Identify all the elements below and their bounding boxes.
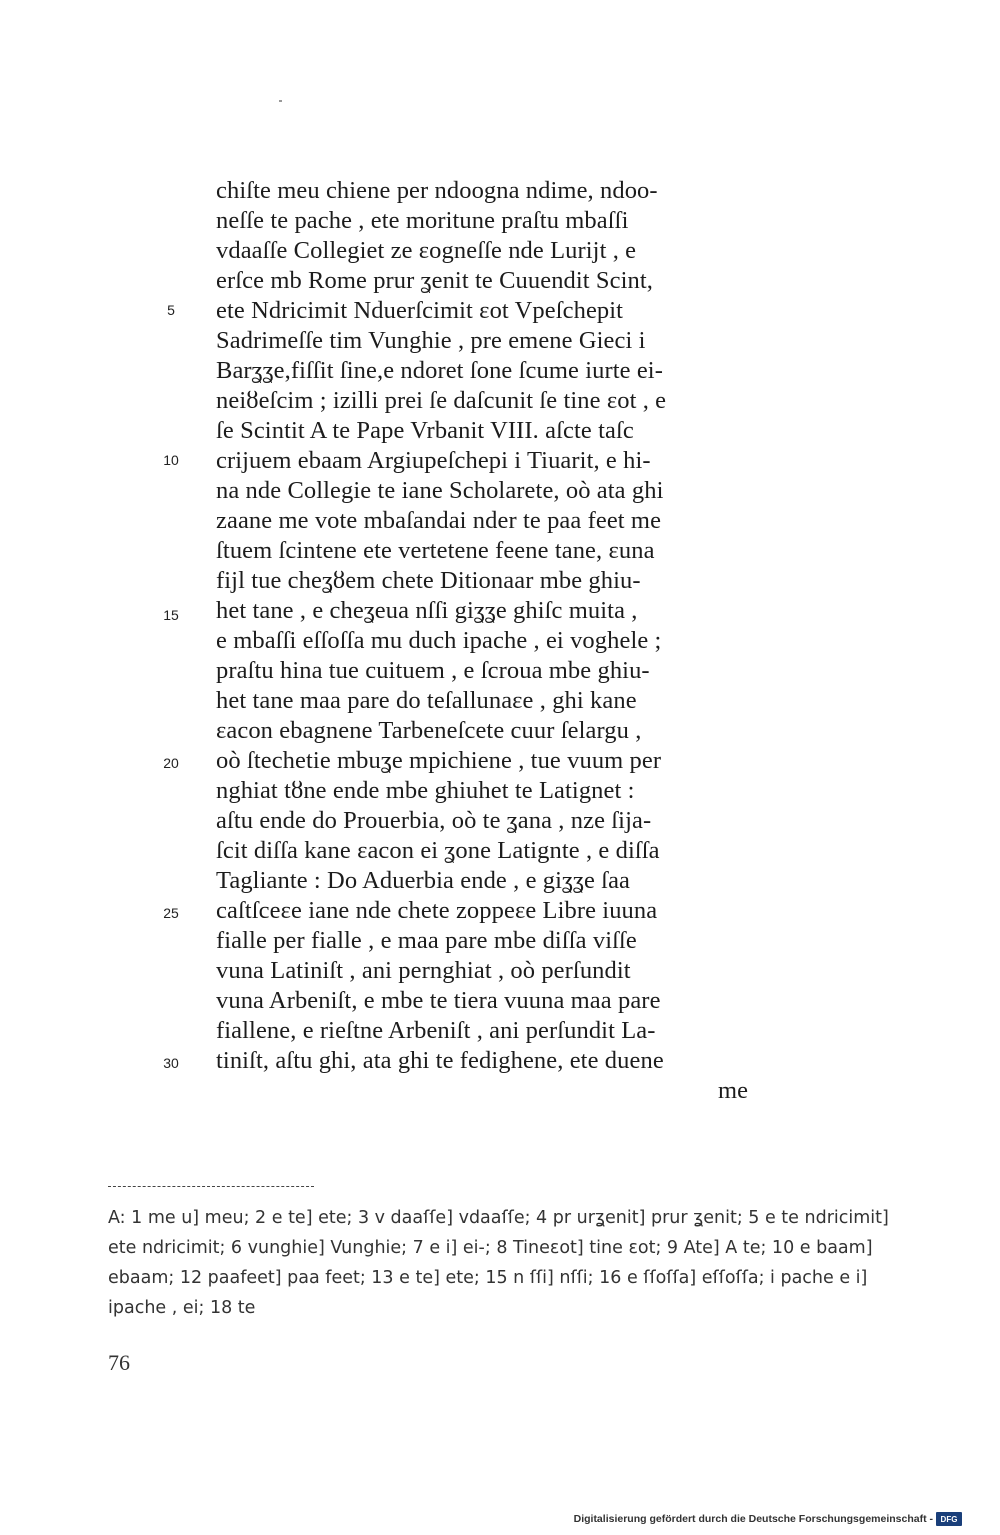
line-number: 20: [163, 755, 179, 771]
text-line: aſtu ende do Prouerbia, oò te ʓana , nze ſija-: [216, 807, 652, 834]
text-line: ſcit diſſa kane ɛacon ei ʓone Latignte , e diſſa: [216, 837, 660, 864]
text-line: fiallene, e rieſtne Arbeniſt , ani perſundit La-: [216, 1017, 656, 1044]
line-number: 15: [163, 607, 179, 623]
footnote: A: 1 me u] meu; 2 e te] ete; 3 v daaſſe] vdaaſſe; 4 pr urʓenit] prur ʓenit; 5 e te ndricimit] ete ndricimit; 6 vunghie] Vunghie; 7 e i] ei-; 8 Tineɛot] tine ɛot; 9 Ate] A te; 10 e baam] ebaam; 12 paafeet] paa feet; 13 e te] ete; 15 n ſſi] nſſi; 16 e ſſoſſa] eſſoſſa; i pache e i] ipache , ei; 18 te: [108, 1208, 889, 1318]
text-line: ſtuem ſcintene ete vertetene feene tane, ɛuna: [216, 537, 655, 564]
text-line: na nde Collegie te iane Scholarete, oò ata ghi: [216, 477, 664, 504]
text-line: zaane me vote mbaſandai nder te paa feet me: [216, 507, 662, 534]
text-line: het tane , e cheʓeua nſſi giʓʓe ghiſc muita ,: [216, 597, 638, 624]
text-line: vuna Latiniſt , ani pernghiat , oò perſundit: [216, 957, 631, 984]
text-line: tiniſt, aſtu ghi, ata ghi te fedighene, ete duene: [216, 1047, 664, 1074]
text-line: vdaaſſe Collegiet ze ɛogneſſe nde Lurijt , e: [216, 237, 637, 264]
credit-text: Digitalisierung gefördert durch die Deutsche Forschungsgemeinschaft -: [573, 1513, 933, 1525]
scan-speck: [279, 100, 282, 102]
text-line: neſſe te pache , ete moritune praſtu mbaſſi: [216, 207, 629, 234]
dfg-logo-icon: DFG: [936, 1512, 962, 1526]
line-number: 10: [163, 452, 179, 468]
catchword: me: [718, 1077, 749, 1104]
text-line: neiȣeſcim ; izilli prei ſe daſcunit ſe tine ɛot , e: [216, 387, 667, 414]
digitization-credit: [574, 1509, 962, 1529]
text-line: e mbaſſi eſſoſſa mu duch ipache , ei voghele ;: [216, 627, 662, 654]
page-number: 76: [108, 1350, 130, 1375]
text-line: erſce mb Rome prur ʓenit te Cuuendit Scint,: [216, 267, 654, 294]
line-number: 5: [167, 302, 175, 318]
footnote-separator: [108, 1186, 314, 1187]
text-line: het tane maa pare do teſallunaɛe , ghi kane: [216, 687, 637, 714]
line-number: 30: [163, 1055, 179, 1071]
text-line: oò ſtechetie mbuʓe mpichiene , tue vuum per: [216, 747, 662, 774]
text-line: Sadrimeſſe tim Vunghie , pre emene Gieci i: [216, 327, 646, 354]
text-line: ete Ndricimit Nduerſcimit ɛot Vpeſchepit: [216, 297, 624, 324]
line-number: 25: [163, 905, 179, 921]
text-line: praſtu hina tue cuituem , e ſcroua mbe ghiu-: [216, 657, 650, 684]
text-line: fialle per fialle , e maa pare mbe diſſa viſſe: [216, 927, 637, 954]
text-line: ɛacon ebagnene Tarbeneſcete cuur ſelargu ,: [216, 717, 642, 744]
text-line: fijl tue cheʓȣem chete Ditionaar mbe ghiu-: [216, 567, 641, 594]
text-line: ſe Scintit A te Pape Vrbanit VIII. aſcte taſc: [216, 417, 634, 444]
text-line: Barʓʓe,fiſſit ſine,e ndoret ſone ſcume iurte ei-: [216, 357, 663, 384]
text-line: chiſte meu chiene per ndoogna ndime, ndoo-: [216, 177, 658, 204]
text-line: vuna Arbeniſt, e mbe te tiera vuuna maa pare: [216, 987, 661, 1014]
text-line: nghiat tȣne ende mbe ghiuhet te Latignet :: [216, 777, 635, 804]
text-line: crijuem ebaam Argiupeſchepi i Tiuarit, e hi-: [216, 447, 651, 474]
text-line: Tagliante : Do Aduerbia ende , e giʓʓe ſaa: [216, 867, 631, 894]
text-line: caſtſceɛe iane nde chete zoppeɛe Libre iuuna: [216, 897, 658, 924]
